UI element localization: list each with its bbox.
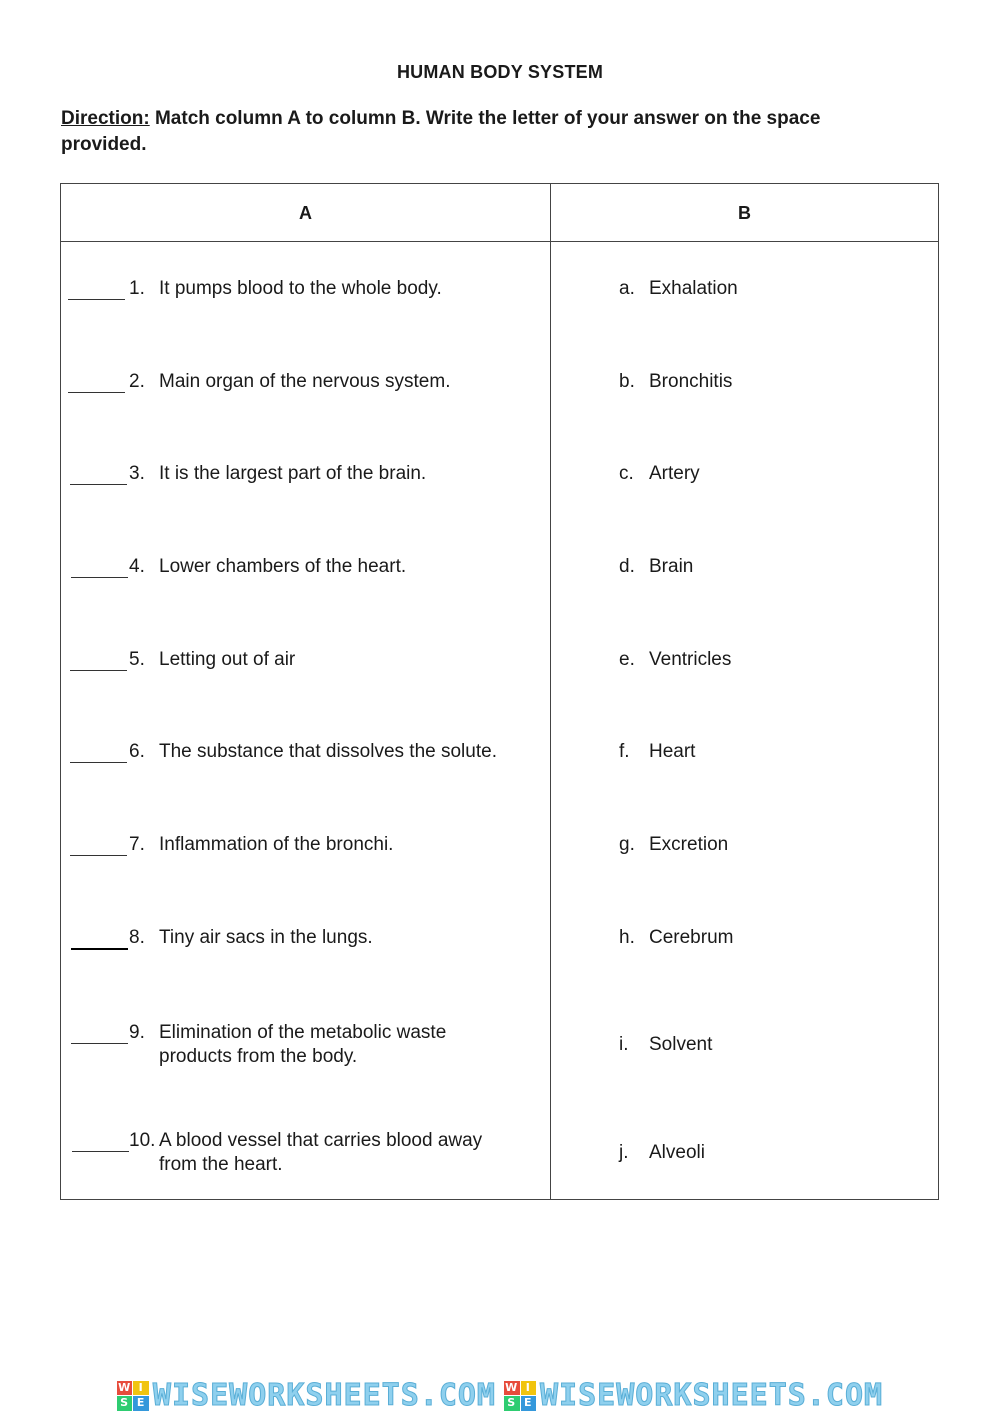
answer-text: Bronchitis [649, 371, 733, 392]
direction-text [61, 106, 901, 158]
answer-text: Alveoli [649, 1142, 705, 1163]
question-number: 6. [129, 741, 145, 762]
question-number: 3. [129, 463, 145, 484]
answer-blank[interactable] [70, 484, 127, 485]
answer-text: Cerebrum [649, 927, 734, 948]
question-number: 8. [129, 927, 145, 948]
answer-text: Ventricles [649, 649, 732, 670]
answer-text: Heart [649, 741, 696, 762]
question-number: 9. [129, 1022, 145, 1043]
question-text: Inflammation of the bronchi. [159, 834, 394, 855]
answer-letter: b. [619, 371, 635, 392]
wiseworksheets-logo-icon: W I S E [504, 1381, 536, 1411]
answer-text: Brain [649, 556, 694, 577]
answer-letter: i. [619, 1034, 629, 1055]
answer-letter: g. [619, 834, 635, 855]
answer-blank[interactable] [68, 299, 125, 300]
question-number: 2. [129, 371, 145, 392]
question-text: Main organ of the nervous system. [159, 371, 451, 392]
watermark-right [504, 1378, 883, 1413]
question-text: Elimination of the metabolic waste products from the body. [159, 1022, 447, 1067]
question-text: The substance that dissolves the solute. [159, 741, 497, 762]
question-text: Letting out of air [159, 649, 296, 670]
answer-blank[interactable] [68, 392, 125, 393]
answer-blank[interactable] [71, 1043, 128, 1044]
question-number: 10. [129, 1130, 156, 1151]
answer-text: Exhalation [649, 278, 738, 299]
answer-letter: a. [619, 278, 635, 299]
header-divider [61, 241, 938, 242]
answer-blank[interactable] [70, 670, 127, 671]
question-number: 1. [129, 278, 145, 299]
column-a-header: A [299, 203, 312, 223]
watermark-text: WISEWORKSHEETS.COM [540, 1378, 884, 1413]
answer-blank[interactable] [71, 577, 128, 578]
answer-letter: c. [619, 463, 634, 484]
answer-text: Solvent [649, 1034, 713, 1055]
answer-letter: f. [619, 741, 630, 762]
column-divider [550, 184, 551, 1199]
matching-table [60, 183, 939, 1200]
watermark-left [117, 1378, 496, 1413]
question-text: It is the largest part of the brain. [159, 463, 427, 484]
answer-text: Excretion [649, 834, 729, 855]
question-text: Lower chambers of the heart. [159, 556, 407, 577]
wiseworksheets-logo-icon: W I S E [117, 1381, 149, 1411]
direction-body: Match column A to column B. Write the letter of your answer on the space provided. [61, 108, 821, 155]
answer-blank[interactable] [72, 1151, 129, 1152]
answer-blank[interactable] [70, 855, 127, 856]
direction-label: Direction: [61, 108, 150, 129]
watermark-text: WISEWORKSHEETS.COM [152, 1378, 496, 1413]
question-text: A blood vessel that carries blood away from the heart. [159, 1130, 483, 1175]
watermark-footer [0, 1378, 1000, 1413]
answer-letter: j. [619, 1142, 629, 1163]
column-b-header: B [738, 203, 751, 223]
question-text: Tiny air sacs in the lungs. [159, 927, 373, 948]
answer-letter: e. [619, 649, 635, 670]
answer-letter: d. [619, 556, 635, 577]
question-number: 7. [129, 834, 145, 855]
answer-letter: h. [619, 927, 635, 948]
page-title: HUMAN BODY SYSTEM [396, 62, 604, 82]
question-number: 5. [129, 649, 145, 670]
answer-blank[interactable] [71, 948, 128, 950]
answer-text: Artery [649, 463, 700, 484]
question-number: 4. [129, 556, 145, 577]
question-text: It pumps blood to the whole body. [159, 278, 442, 299]
answer-blank[interactable] [70, 762, 127, 763]
